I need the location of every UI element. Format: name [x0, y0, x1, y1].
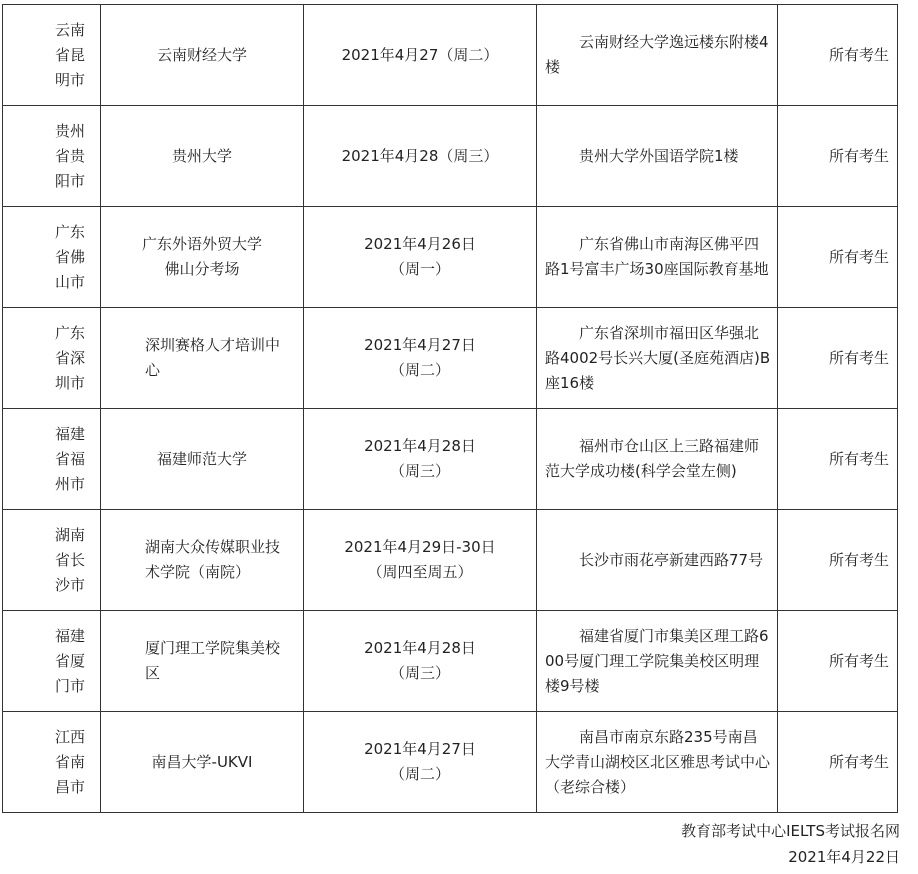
address-cell: [537, 510, 778, 611]
venue-line: 福建师范大学: [156, 449, 247, 468]
date-line: 2021年4月28日: [364, 437, 476, 455]
date-line: 2021年4月27日: [364, 336, 476, 354]
candidates-text: 所有考生: [828, 247, 889, 266]
footer-source: 教育部考试中心IELTS考试报名网: [681, 822, 900, 840]
city-text: 广东省深圳市: [55, 323, 86, 392]
date-cell: [304, 308, 537, 409]
venue-line: 贵州大学: [171, 146, 232, 165]
venue-cell: [101, 207, 304, 308]
venue-cell: [101, 5, 304, 106]
city-cell: [3, 308, 101, 409]
test-center-table: [2, 4, 898, 813]
date-line: 2021年4月28日: [364, 639, 476, 657]
address-text: 贵州大学外国语学院1楼: [579, 146, 739, 165]
candidates-text: 所有考生: [828, 146, 889, 165]
date-line: 2021年4月27日: [364, 740, 476, 758]
city-cell: [3, 207, 101, 308]
date-line: （周二）: [389, 361, 450, 379]
venue-cell: [101, 611, 304, 712]
address-text: 福建省厦门市集美区理工路600号厦门理工学院集美校区明理楼9号楼: [545, 626, 769, 695]
date-line: 2021年4月27（周二）: [341, 45, 499, 64]
venue-line: 厦门理工学院集美校区: [145, 639, 281, 682]
city-text: 广东省佛山市: [55, 222, 86, 291]
venue-line: 广东外语外贸大学: [141, 235, 262, 253]
table-row: [3, 5, 898, 106]
city-cell: [3, 510, 101, 611]
venue-line: 湖南大众传媒职业技术学院（南院）: [145, 538, 281, 581]
candidates-cell: [778, 712, 898, 813]
address-cell: [537, 207, 778, 308]
table-body: [3, 5, 898, 813]
venue-line: 南昌大学-UKVI: [151, 752, 253, 771]
date-line: 2021年4月29日-30日: [344, 538, 496, 556]
date-line: （周一）: [389, 260, 450, 278]
address-text: 福州市仓山区上三路福建师范大学成功楼(科学会堂左侧): [545, 437, 760, 480]
date-cell: [304, 5, 537, 106]
candidates-cell: [778, 207, 898, 308]
address-cell: [537, 712, 778, 813]
table-row: [3, 712, 898, 813]
candidates-cell: [778, 106, 898, 207]
candidates-text: 所有考生: [828, 348, 889, 367]
address-text: 南昌市南京东路235号南昌大学青山湖校区北区雅思考试中心（老综合楼）: [545, 727, 771, 796]
candidates-cell: [778, 5, 898, 106]
date-line: 2021年4月28（周三）: [341, 146, 499, 165]
candidates-text: 所有考生: [828, 45, 889, 64]
candidates-cell: [778, 308, 898, 409]
address-cell: [537, 308, 778, 409]
city-cell: [3, 5, 101, 106]
candidates-text: 所有考生: [828, 550, 889, 569]
date-line: 2021年4月26日: [364, 235, 476, 253]
city-cell: [3, 106, 101, 207]
venue-cell: [101, 308, 304, 409]
address-cell: [537, 409, 778, 510]
address-cell: [537, 611, 778, 712]
address-text: 云南财经大学逸远楼东附楼4楼: [545, 33, 769, 76]
date-line: （周三）: [389, 664, 450, 682]
date-cell: [304, 207, 537, 308]
venue-cell: [101, 510, 304, 611]
venue-cell: [101, 409, 304, 510]
address-text: 广东省佛山市南海区佛平四路1号富丰广场30座国际教育基地: [545, 235, 769, 278]
candidates-cell: [778, 611, 898, 712]
city-cell: [3, 712, 101, 813]
candidates-text: 所有考生: [828, 449, 889, 468]
candidates-cell: [778, 510, 898, 611]
city-text: 湖南省长沙市: [55, 525, 86, 594]
address-text: 广东省深圳市福田区华强北路4002号长兴大厦(圣庭苑酒店)B座16楼: [545, 323, 771, 392]
table-row: [3, 611, 898, 712]
venue-line: 深圳赛格人才培训中心: [145, 336, 281, 379]
venue-line: 佛山分考场: [164, 260, 240, 278]
city-text: 江西省南昌市: [55, 727, 86, 796]
candidates-text: 所有考生: [828, 752, 889, 771]
date-line: （周三）: [389, 462, 450, 480]
date-line: （周四至周五）: [367, 563, 473, 581]
date-cell: [304, 712, 537, 813]
city-text: 福建省厦门市: [55, 626, 86, 695]
date-cell: [304, 611, 537, 712]
footer-date: 2021年4月22日: [788, 848, 900, 866]
date-cell: [304, 106, 537, 207]
city-text: 贵州省贵阳市: [55, 121, 86, 190]
table-row: [3, 106, 898, 207]
date-cell: [304, 510, 537, 611]
candidates-cell: [778, 409, 898, 510]
venue-cell: [101, 712, 304, 813]
venue-cell: [101, 106, 304, 207]
city-text: 云南省昆明市: [55, 20, 86, 89]
city-text: 福建省福州市: [55, 424, 86, 493]
address-text: 长沙市雨花亭新建西路77号: [579, 550, 764, 569]
table-row: [3, 308, 898, 409]
date-line: （周二）: [389, 765, 450, 783]
venue-line: 云南财经大学: [156, 45, 247, 64]
city-cell: [3, 611, 101, 712]
address-cell: [537, 106, 778, 207]
address-cell: [537, 5, 778, 106]
table-row: [3, 409, 898, 510]
table-row: [3, 207, 898, 308]
table-row: [3, 510, 898, 611]
city-cell: [3, 409, 101, 510]
date-cell: [304, 409, 537, 510]
candidates-text: 所有考生: [828, 651, 889, 670]
